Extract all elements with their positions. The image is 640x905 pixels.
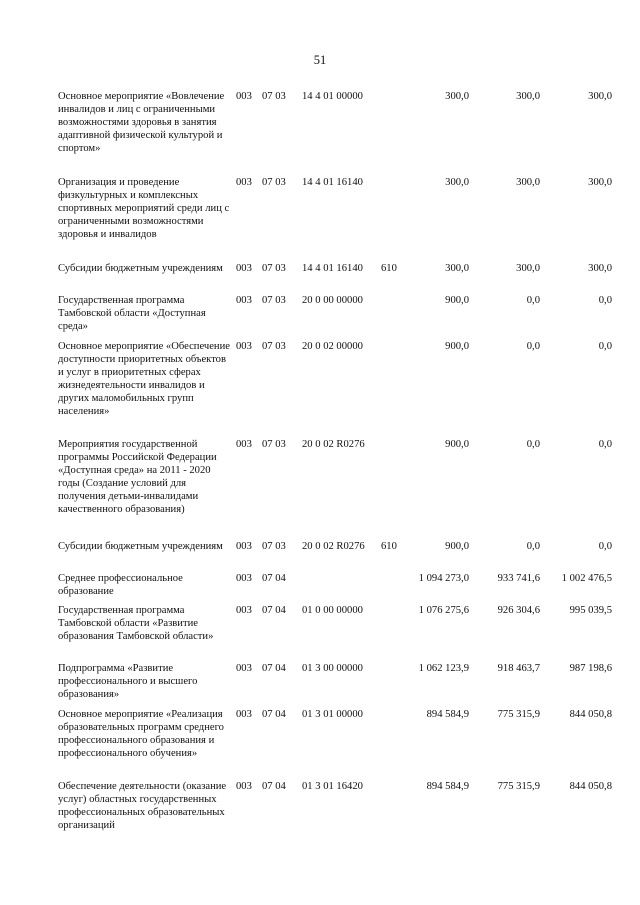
row-admin-code: 003 (236, 781, 252, 792)
row-section-code: 07 04 (262, 663, 286, 674)
row-amount-year1: 1 076 275,6 (418, 605, 469, 616)
row-amount-year1: 900,0 (445, 295, 469, 306)
page-number: 51 (313, 53, 327, 67)
row-amount-year3: 987 198,6 (569, 663, 612, 674)
row-target-code: 01 3 01 16420 (302, 781, 363, 792)
row-amount-year1: 300,0 (445, 177, 469, 188)
row-admin-code: 003 (236, 605, 252, 616)
row-target-code: 20 0 02 R0276 (302, 439, 365, 450)
row-admin-code: 003 (236, 177, 252, 188)
row-admin-code: 003 (236, 541, 252, 552)
row-amount-year1: 894 584,9 (426, 781, 469, 792)
row-target-code: 01 0 00 00000 (302, 605, 363, 616)
row-admin-code: 003 (236, 263, 252, 274)
row-amount-year1: 1 094 273,0 (418, 573, 469, 584)
row-amount-year2: 0,0 (526, 541, 540, 552)
row-name: Мероприятия государственной программы Российской Федерации «Доступная среда» на 2011 - 2020 годы (Создание условий для получения детьми-инвалидами качественного образования) (58, 439, 217, 515)
row-target-code: 20 0 00 00000 (302, 295, 363, 306)
row-target-code: 14 4 01 00000 (302, 91, 363, 102)
row-target-code: 01 3 01 00000 (302, 709, 363, 720)
row-amount-year1: 300,0 (445, 91, 469, 102)
row-name: Организация и проведение физкультурных и комплексных спортивных мероприятий среди лиц с ограниченными возможностями здоровья и инвалидов (58, 177, 230, 240)
row-admin-code: 003 (236, 295, 252, 306)
row-section-code: 07 03 (262, 439, 286, 450)
row-amount-year1: 894 584,9 (426, 709, 469, 720)
row-section-code: 07 04 (262, 573, 286, 584)
row-expense-type: 610 (381, 541, 397, 552)
row-amount-year2: 0,0 (526, 295, 540, 306)
row-target-code: 14 4 01 16140 (302, 263, 363, 274)
row-admin-code: 003 (236, 709, 252, 720)
row-amount-year2: 300,0 (516, 91, 540, 102)
row-section-code: 07 03 (262, 177, 286, 188)
row-amount-year3: 300,0 (588, 177, 612, 188)
row-amount-year2: 0,0 (526, 439, 540, 450)
row-amount-year3: 844 050,8 (569, 709, 612, 720)
row-admin-code: 003 (236, 663, 252, 674)
row-admin-code: 003 (236, 91, 252, 102)
row-amount-year3: 300,0 (588, 91, 612, 102)
row-section-code: 07 03 (262, 263, 286, 274)
row-amount-year2: 933 741,6 (497, 573, 540, 584)
row-name: Подпрограмма «Развитие профессионального и высшего образования» (58, 663, 198, 700)
row-target-code: 14 4 01 16140 (302, 177, 363, 188)
row-amount-year2: 775 315,9 (497, 781, 540, 792)
row-expense-type: 610 (381, 263, 397, 274)
row-amount-year2: 300,0 (516, 263, 540, 274)
row-amount-year1: 900,0 (445, 439, 469, 450)
row-amount-year2: 926 304,6 (497, 605, 540, 616)
row-amount-year2: 918 463,7 (497, 663, 540, 674)
row-amount-year3: 1 002 476,5 (561, 573, 612, 584)
row-admin-code: 003 (236, 573, 252, 584)
row-section-code: 07 03 (262, 541, 286, 552)
row-name: Субсидии бюджетным учреждениям (58, 263, 223, 274)
row-amount-year3: 0,0 (598, 541, 612, 552)
row-section-code: 07 04 (262, 781, 286, 792)
row-name: Государственная программа Тамбовской области «Развитие образования Тамбовской области» (58, 605, 214, 642)
row-target-code: 01 3 00 00000 (302, 663, 363, 674)
row-admin-code: 003 (236, 341, 252, 352)
row-amount-year2: 300,0 (516, 177, 540, 188)
row-section-code: 07 03 (262, 91, 286, 102)
row-admin-code: 003 (236, 439, 252, 450)
row-amount-year3: 0,0 (598, 341, 612, 352)
row-amount-year1: 1 062 123,9 (418, 663, 469, 674)
row-name: Основное мероприятие «Вовлечение инвалидов и лиц с ограниченными возможностями здоровья в занятия адаптивной физической культурой и спортом» (58, 91, 225, 154)
row-amount-year3: 995 039,5 (569, 605, 612, 616)
row-section-code: 07 03 (262, 295, 286, 306)
row-amount-year3: 844 050,8 (569, 781, 612, 792)
row-amount-year1: 900,0 (445, 341, 469, 352)
row-amount-year3: 0,0 (598, 295, 612, 306)
row-name: Государственная программа Тамбовской области «Доступная среда» (58, 295, 206, 332)
row-section-code: 07 03 (262, 341, 286, 352)
row-target-code: 20 0 02 R0276 (302, 541, 365, 552)
row-section-code: 07 04 (262, 709, 286, 720)
row-amount-year1: 300,0 (445, 263, 469, 274)
row-name: Среднее профессиональное образование (58, 573, 183, 597)
row-name: Обеспечение деятельности (оказание услуг) областных государственных профессиональных образовательных организаций (58, 781, 227, 831)
row-amount-year3: 300,0 (588, 263, 612, 274)
row-name: Субсидии бюджетным учреждениям (58, 541, 223, 552)
row-section-code: 07 04 (262, 605, 286, 616)
row-amount-year1: 900,0 (445, 541, 469, 552)
row-amount-year3: 0,0 (598, 439, 612, 450)
row-target-code: 20 0 02 00000 (302, 341, 363, 352)
row-name: Основное мероприятие «Реализация образовательных программ среднего профессионального образования и профессионального обучения» (58, 709, 224, 759)
row-amount-year2: 775 315,9 (497, 709, 540, 720)
row-name: Основное мероприятие «Обеспечение доступности приоритетных объектов и услуг в приоритетных сферах жизнедеятельности инвалидов и других маломобильных групп населения» (58, 341, 230, 417)
row-amount-year2: 0,0 (526, 341, 540, 352)
